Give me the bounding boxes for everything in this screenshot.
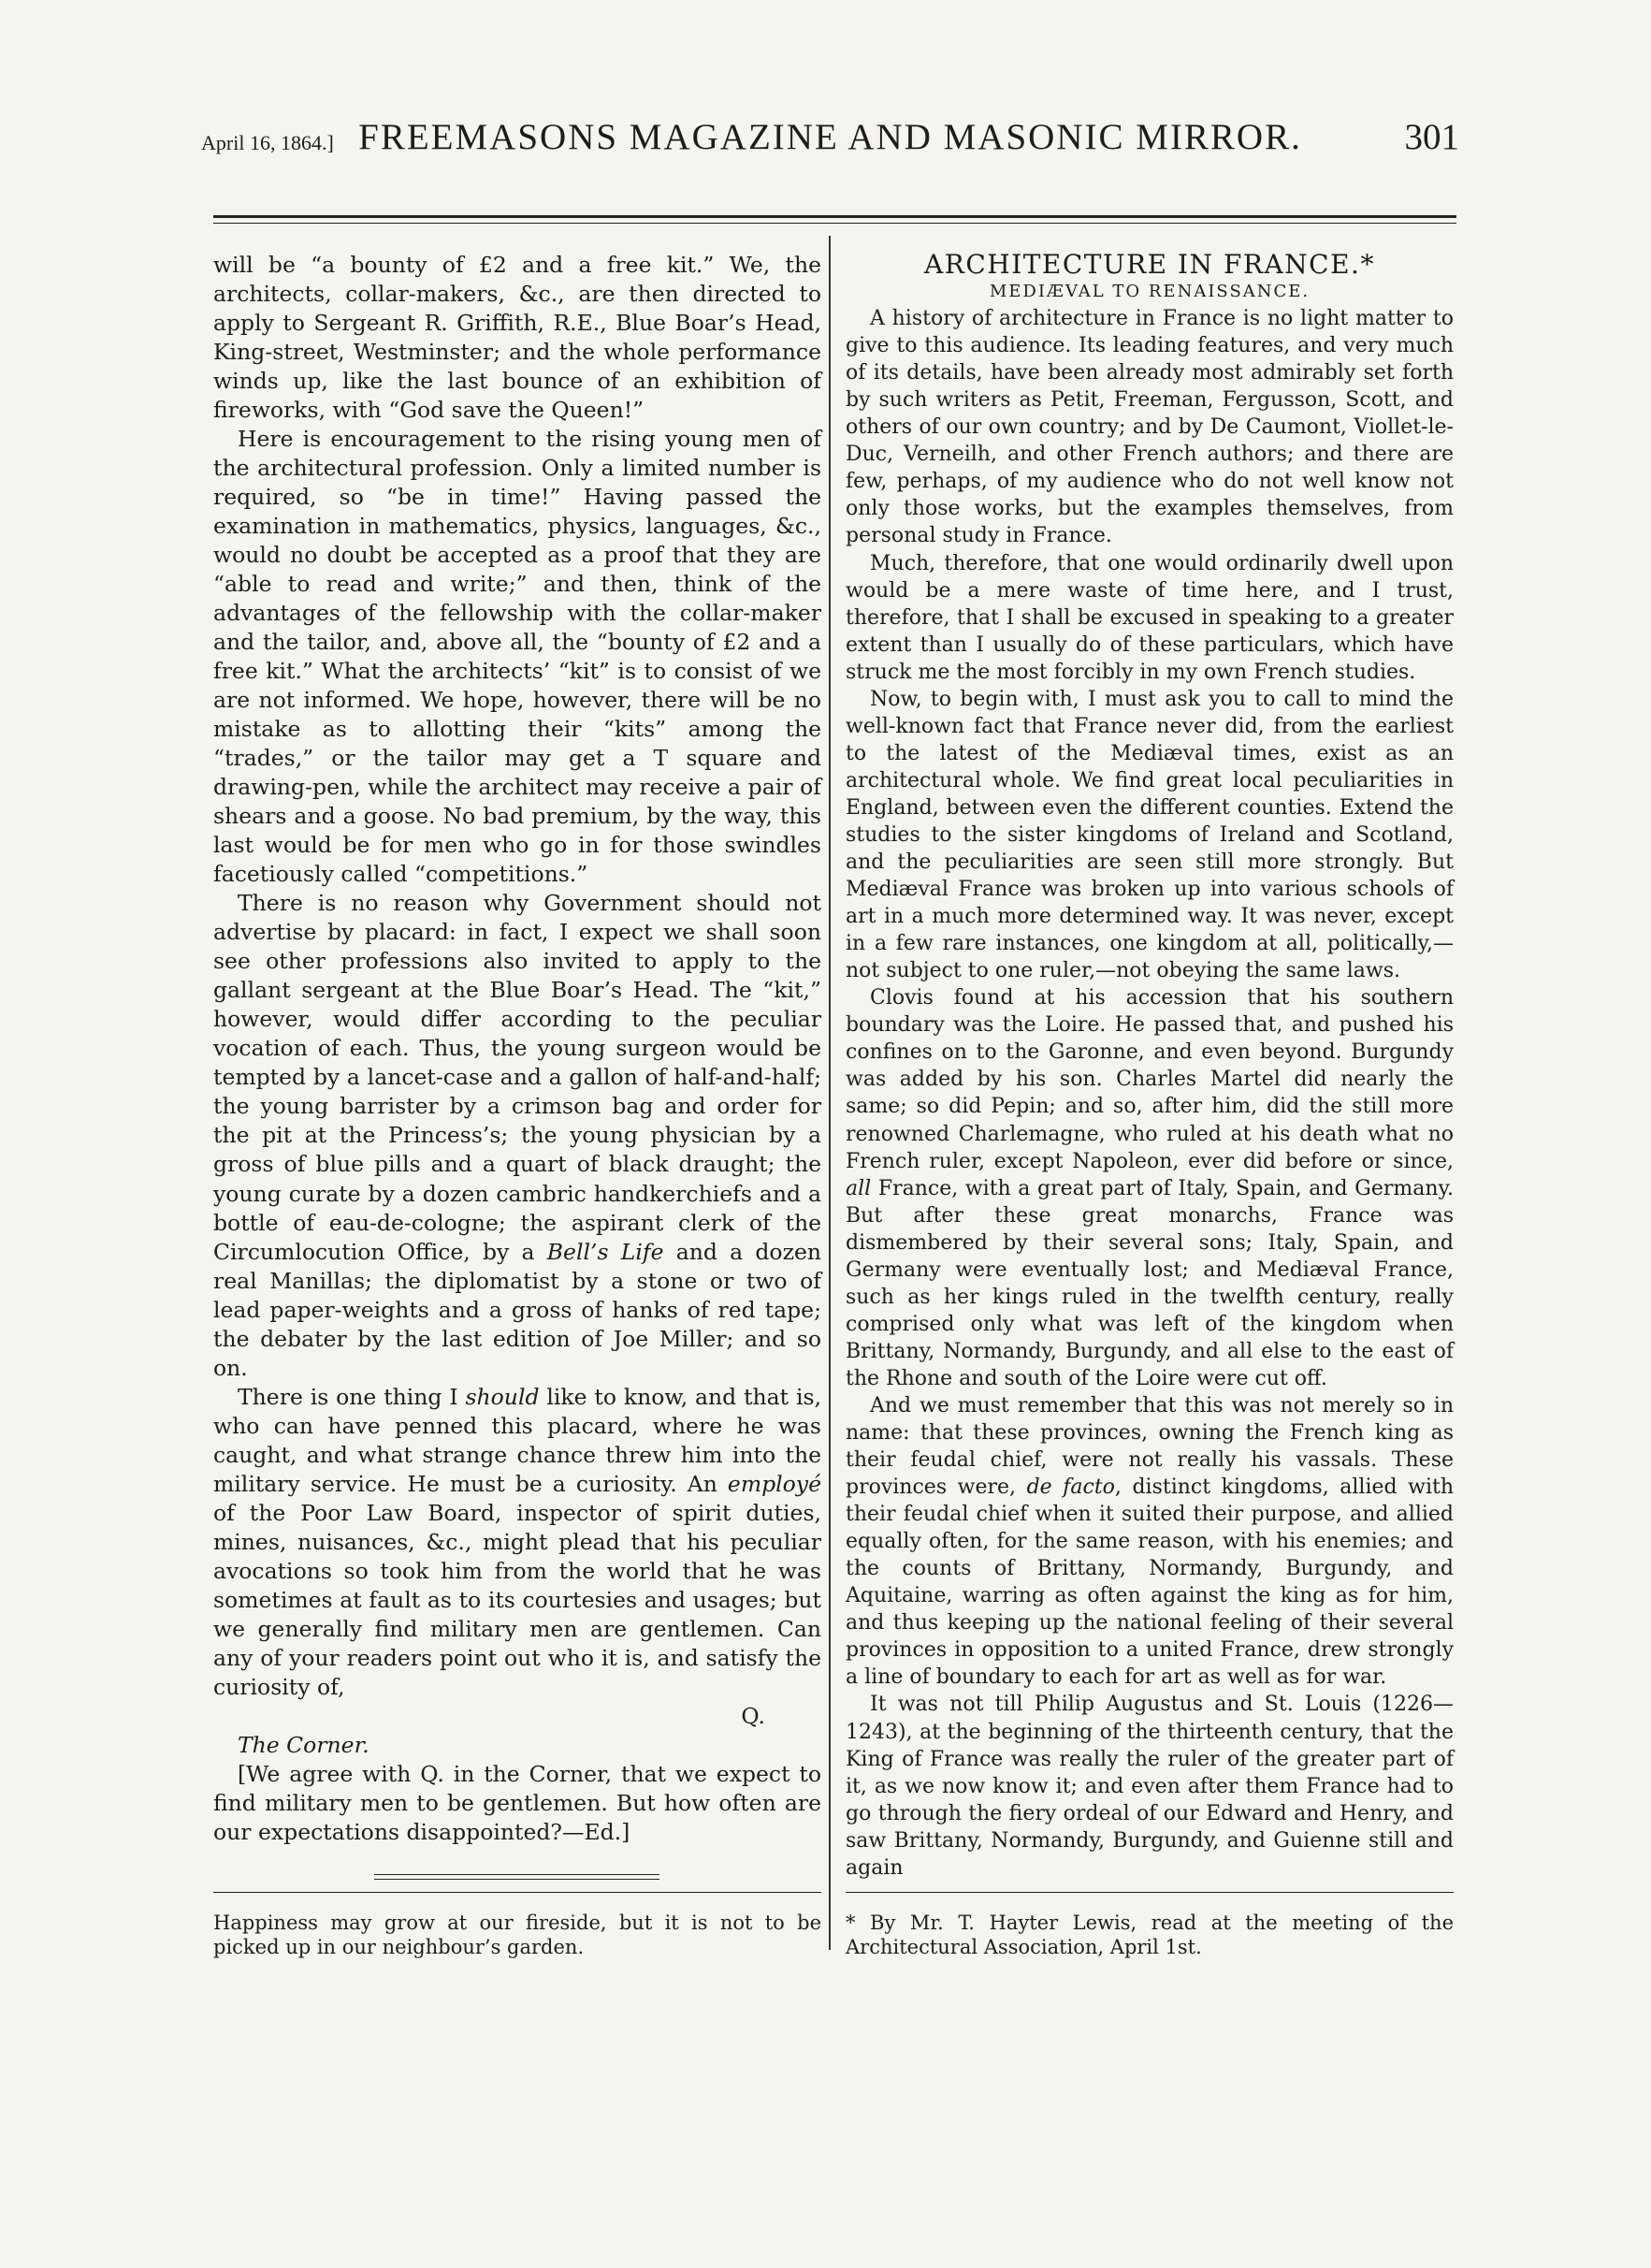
left-p3-italic: Bell’s Life (546, 1238, 664, 1265)
right-paragraph-1: A history of architecture in France is no light matter to give to this audience. Its leading features, and very much of its details, have been already most admirably set forth by such writers as Petit, Freeman, Fergusson, Scott, and others of our own country; and by De Caumont, Viollet-le-Duc, Verneilh, and other French authors; and there are few, perhaps, of my audience who do not well know not only those works, but the examples themselves, from personal study in France. (846, 307, 1454, 548)
left-paragraph-3 (213, 889, 821, 1382)
page-number: 301 (1404, 117, 1459, 157)
header-rule-thick (213, 215, 1456, 218)
right-p5-text-a: And we must remember that this was not merely so in name: that these provinces, owning the French king as their feudal chief, were not really his vassals. These provinces were, (846, 1393, 1454, 1500)
header-rule-thin (213, 223, 1456, 224)
right-paragraph-3: Now, to begin with, I must ask you to call to mind the well-known fact that France never did, from the earliest to the latest of the Mediæval times, exist as an architectural whole. We find great local peculiarities in England, between even the different counties. Extend the studies to the sister kingdoms of Ireland and Scotland, and the peculiarities are seen still more strongly. But Mediæval France was broken up into various schools of art in a much more determined way. It was never, except in a few rare instances, one kingdom at all, politically,—not subject to one ruler,—not obeying the same laws. (846, 687, 1454, 983)
left-paragraph-1: will be “a bounty of £2 and a free kit.” We, the architects, collar-makers, &c., are then directed to apply to Sergeant R. Griffith, R.E., Blue Boar’s Head, King-street, Westminster; and the whole performance winds up, like the last bounce of an exhibition of fireworks, with “God save the Queen!” (213, 252, 821, 424)
article-subtitle: MEDIÆVAL TO RENAISSANCE. (989, 282, 1311, 302)
editor-note: [We agree with Q. in the Corner, that we expect to find military men to be gentlemen. But how often are our expectations disappointed?—Ed.] (213, 1760, 821, 1845)
right-p4-italic: all (846, 1176, 872, 1200)
left-p3-text-a: There is no reason why Government should not advertise by placard: in fact, I expect we shall soon see other professions also invited to apply to the gallant sergeant at the Blue Boar’s Head. The “kit,” however, would differ according to the peculiar vocation of each. Thus, the young surgeon would be tempted by a lancet-case and a gallon of half-and-half; the young barrister by a crimson bag and order for the pit at the Princess’s; the young physician by a gross of blue pills and a quart of black draught; the young curate by a dozen cambric handkerchiefs and a bottle of eau-de-cologne; the aspirant clerk of the Circumlocution Office, by a (213, 890, 821, 1265)
right-footnote: * By Mr. T. Hayter Lewis, read at the meeting of the Architectural Association, April 1st. (846, 1912, 1454, 1958)
left-p4-text-b: like to know, and that is, who can have penned this placard, where he was caught, and what strange chance threw him into the military service. He must be a curiosity. An (213, 1383, 822, 1497)
signature-initial: Q. (741, 1702, 765, 1729)
right-p5-text-b: , distinct kingdoms, allied with their feudal chief when it suited their purpose, and allied equally often, for the same reason, with his enemies; and the counts of Brittany, Normandy, Burgundy, and Aquitaine, warring as often against the king as for him, and thus keeping up the national feeling of their several provinces in opposition to a united France, drew strongly a line of boundary to each for art as well as for war. (846, 1476, 1455, 1690)
right-paragraph-2: Much, therefore, that one would ordinarily dwell upon would be a mere waste of time here, and I trust, therefore, that I shall be excused in speaking to a greater extent than I usually do of these particulars, which have struck me the most forcibly in my own French studies. (846, 551, 1454, 684)
left-paragraph-2: Here is encouragement to the rising young men of the architectural profession. Only a limited number is required, so “be in time!” Having passed the examination in mathematics, physics, languages, &c., would no doubt be accepted as a proof that they are “able to read and write;” and then, think of the advantages of the fellowship with the collar-maker and the tailor, and, above all, the “bounty of £2 and a free kit.” What the architects’ “kit” is to consist of we are not informed. We hope, however, there will be no mistake as to allotting their “kits” among the “trades,” or the tailor may get a T square and drawing-pen, while the architect may receive a pair of shears and a goose. No bad premium, by the way, this last would be for men who go in for those swindles facetiously called “competitions.” (213, 426, 821, 888)
left-p4-italic-2: employé (727, 1470, 821, 1497)
left-paragraph-4 (213, 1383, 821, 1702)
right-paragraph-4 (846, 984, 1454, 1392)
left-p3-text-b: and a dozen real Manillas; the diplomatist by a stone or two of lead paper-weights and a gross of hanks of red tape; the debater by the last edition of Joe Miller; and so on. (213, 1238, 821, 1381)
left-footnote-rule (213, 1892, 821, 1893)
right-p4-text-b: France, with a great part of Italy, Spain, and Germany. But after these great monarchs, France was dismembered by their several sons; Italy, Spain, and Germany were eventually lost; and Mediæval France, such as her kings ruled in the twelfth century, really comprised only what was left of the kingdom when Brittany, Normandy, Burgundy, and all else to the east of the Rhone and south of the Loire were cut off. (846, 1176, 1454, 1390)
left-p4-text-c: of the Poor Law Board, inspector of spirit duties, mines, nuisances, &c., might plead that his peculiar avocations so took him from the world that he was sometimes at fault as to its courtesies and usages; but we generally find military men are gentlemen. Can any of your readers point out who it is, and satisfy the curiosity of, (213, 1499, 821, 1700)
signature-place: The Corner. (238, 1731, 369, 1758)
article-title: ARCHITECTURE IN FRANCE.* (924, 249, 1375, 280)
header-title: FREEMASONS MAGAZINE AND MASONIC MIRROR. (358, 117, 1302, 157)
left-p4-italic-1: should (465, 1383, 540, 1410)
right-p4-text-a: Clovis found at his accession that his southern boundary was the Loire. He passed that, and pushed his confines on to the Garonne, and even beyond. Burgundy was added by his son. Charles Martel did nearly the same; so did Pepin; and so, after him, did the still more renowned Charlemagne, who ruled at his death what no French ruler, except Napoleon, ever did before or since, (846, 986, 1454, 1173)
left-column (213, 251, 821, 1847)
right-paragraph-5 (846, 1392, 1454, 1692)
letter-signature (213, 1702, 821, 1731)
left-p4-text-a: There is one thing I (238, 1383, 466, 1410)
header-date: April 16, 1864.] (201, 131, 334, 154)
article-end-rule-2 (374, 1879, 659, 1880)
article-end-rule (374, 1874, 659, 1875)
right-footnote-rule (846, 1892, 1454, 1893)
running-header (201, 110, 1459, 172)
right-column (846, 251, 1454, 1882)
right-p5-italic: de facto (1026, 1476, 1115, 1500)
right-paragraph-6: It was not till Philip Augustus and St. Louis (1226—1243), at the beginning of the thirteenth century, that the King of France was really the ruler of the greater part of it, as we now know it; and even after them France had to go through the fiery ordeal of our Edward and Henry, and saw Brittany, Normandy, Burgundy, and Guienne still and again (846, 1693, 1454, 1880)
column-divider (829, 236, 831, 1950)
left-footnote: Happiness may grow at our fireside, but it is not to be picked up in our neighbour’s garden. (213, 1912, 821, 1958)
